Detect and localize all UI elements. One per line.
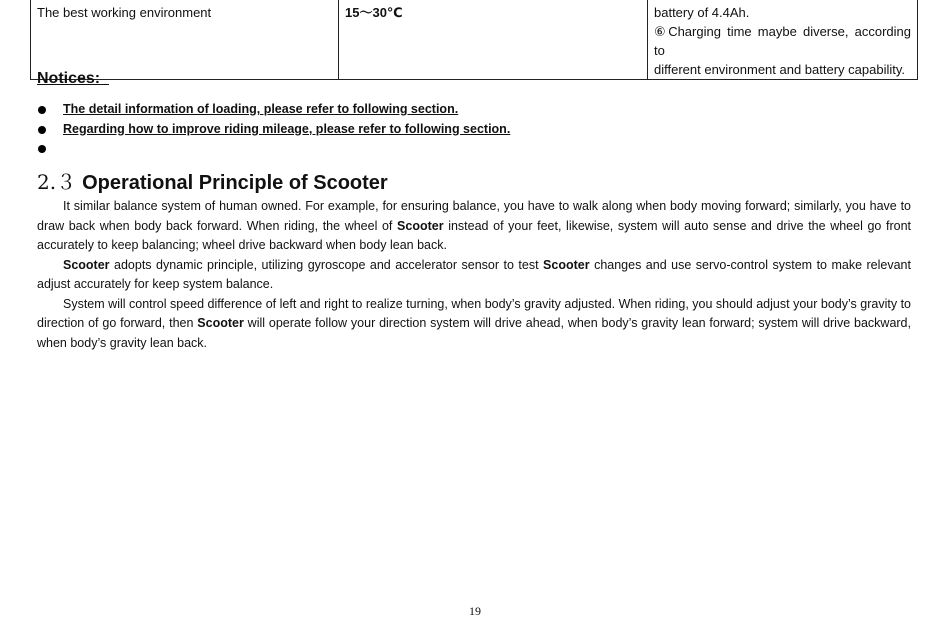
paragraph-text: instead of your feet, likewise, system will auto sense and drive the wheel go front accurately to keep balancing; wheel drive backward when body lean back. xyxy=(37,218,912,252)
spec-value-cell xyxy=(339,0,648,80)
brand-name: Scooter xyxy=(397,218,444,233)
paragraph xyxy=(37,197,911,256)
brand-name: Scooter xyxy=(63,257,110,272)
notice-text: The detail information of loading, please refer to following section. xyxy=(63,102,459,116)
list-item xyxy=(37,120,510,140)
notices-heading-text: Notices: xyxy=(37,70,101,87)
list-item xyxy=(37,100,510,120)
spec-note-line: different environment and battery capability. xyxy=(654,62,905,77)
bullet-icon xyxy=(38,145,46,153)
spec-note-line: ⑥Charging time maybe diverse, according to xyxy=(654,24,911,58)
paragraph-text: It similar balance system of human owned. For example, for ensuring balance, you have to walk along when body moving forward; similarly, you have to draw back when body back forward. When riding, the wheel of xyxy=(37,199,911,233)
section-body xyxy=(37,197,911,353)
spec-table xyxy=(30,0,918,80)
section-number: 2.３ xyxy=(37,170,77,194)
table-row xyxy=(31,0,918,80)
bullet-icon xyxy=(38,106,46,114)
notice-text: Regarding how to improve riding mileage, please refer to following section. xyxy=(63,121,511,136)
section-title: Operational Principle of Scooter xyxy=(82,172,388,194)
spec-note-line: battery of 4.4Ah. xyxy=(654,5,750,20)
paragraph-text: will operate follow your direction system will drive ahead, when body’s gravity lean forward; system will drive backward, when body’s gravity lean back. xyxy=(37,316,911,350)
spec-note-cell xyxy=(648,0,918,80)
notices-list xyxy=(37,100,510,159)
section-heading xyxy=(37,166,388,195)
spec-value: 15～30℃ xyxy=(345,5,403,20)
page-number: 19 xyxy=(469,604,481,618)
paragraph xyxy=(37,295,911,354)
paragraph-text: System will control speed difference of left and right to realize turning, when body’s gravity adjusted. When riding, you should adjust your body’s gravity to direction of go forward, then xyxy=(37,296,911,330)
paragraph xyxy=(37,256,911,295)
spec-label: The best working environment xyxy=(37,5,212,20)
brand-name: Scooter xyxy=(543,257,590,272)
paragraph-text: changes and use servo-control system to make relevant adjust accurately for keep system balance. xyxy=(37,257,911,291)
bullet-icon xyxy=(38,126,46,134)
spec-label-cell xyxy=(31,0,339,80)
notices-heading xyxy=(37,70,109,88)
list-item xyxy=(37,139,510,159)
brand-name: Scooter xyxy=(197,316,244,330)
paragraph-text: adopts dynamic principle, utilizing gyroscope and accelerator sensor to test xyxy=(109,257,544,272)
